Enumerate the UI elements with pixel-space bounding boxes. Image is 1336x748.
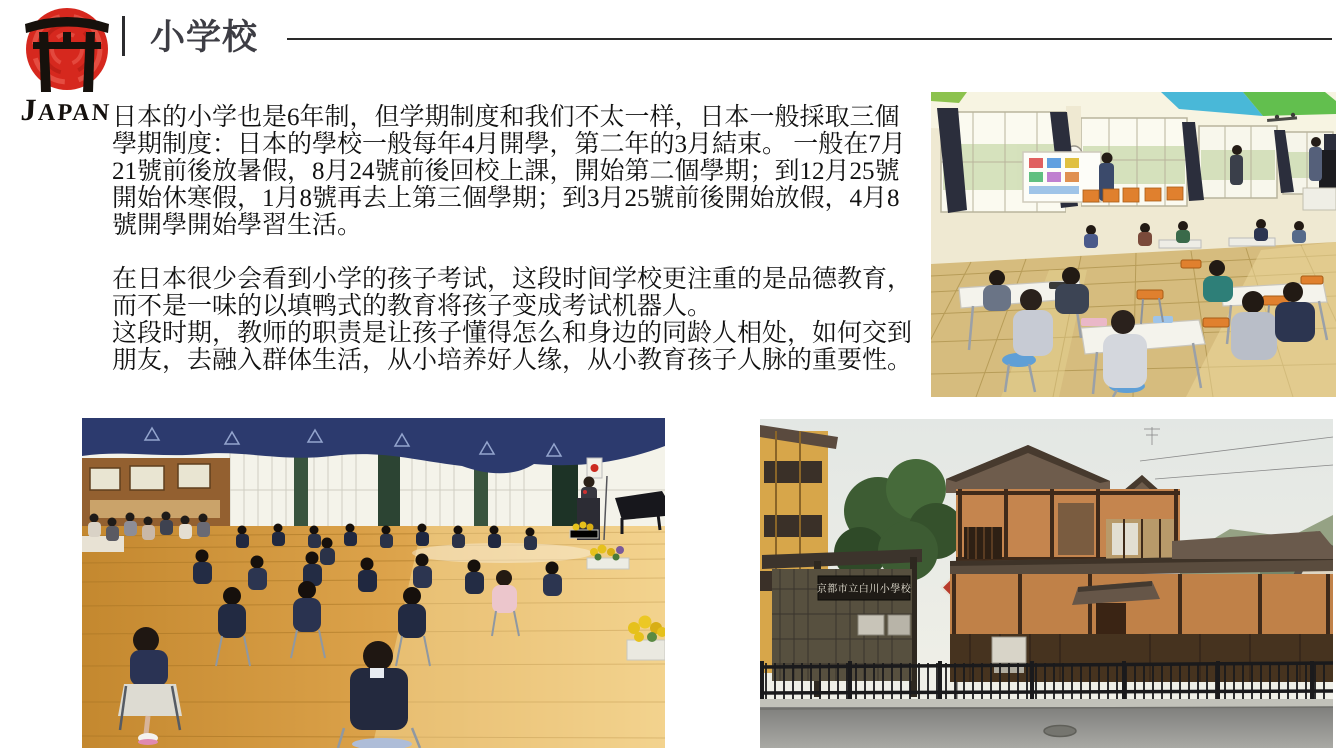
school-sign-text: 京都市立白川小學校	[816, 584, 912, 595]
torii-gate-icon	[15, 2, 117, 94]
school-building-illustration	[760, 419, 1333, 748]
paragraph-terms: 日本的小学也是6年制，但学期制度和我们不太一样，日本一般採取三個學期制度：日本的學校一般每年4月開學，第二年的3月結束。 一般在7月21號前後放暑假，8月24號前後回校上課，開始第二個學期；到12月25號開始休寒假，1月8號再去上第三個學期；到3月25號前後開始放假，4月8號開學開始學習生活。	[112, 104, 906, 239]
classroom-illustration	[931, 92, 1336, 397]
title-accent-bar	[122, 16, 125, 56]
paragraph-gap	[112, 239, 920, 266]
body-text-block	[112, 104, 920, 374]
title-rule	[287, 38, 1332, 40]
gym-ceremony-illustration	[82, 418, 665, 748]
photo-school-building	[760, 419, 1333, 748]
photo-gym-ceremony	[82, 418, 665, 748]
paragraph-education-1: 在日本很少会看到小学的孩子考试，这段时间学校更注重的是品德教育，而不是一味的以填鸭式的教育将孩子变成考试机器人。	[112, 266, 913, 320]
page-title: 小学校	[150, 18, 259, 57]
photo-classroom	[931, 92, 1336, 397]
paragraph-education-2: 这段时期，教师的职责是让孩子懂得怎么和身边的同龄人相处，如何交到朋友，去融入群体生活，从小培养好人缘，从小教育孩子人脉的重要性。	[112, 320, 913, 374]
school-sign	[817, 576, 912, 600]
japan-logo	[14, 2, 118, 128]
logo-brand-text: JAPAN	[19, 92, 112, 127]
